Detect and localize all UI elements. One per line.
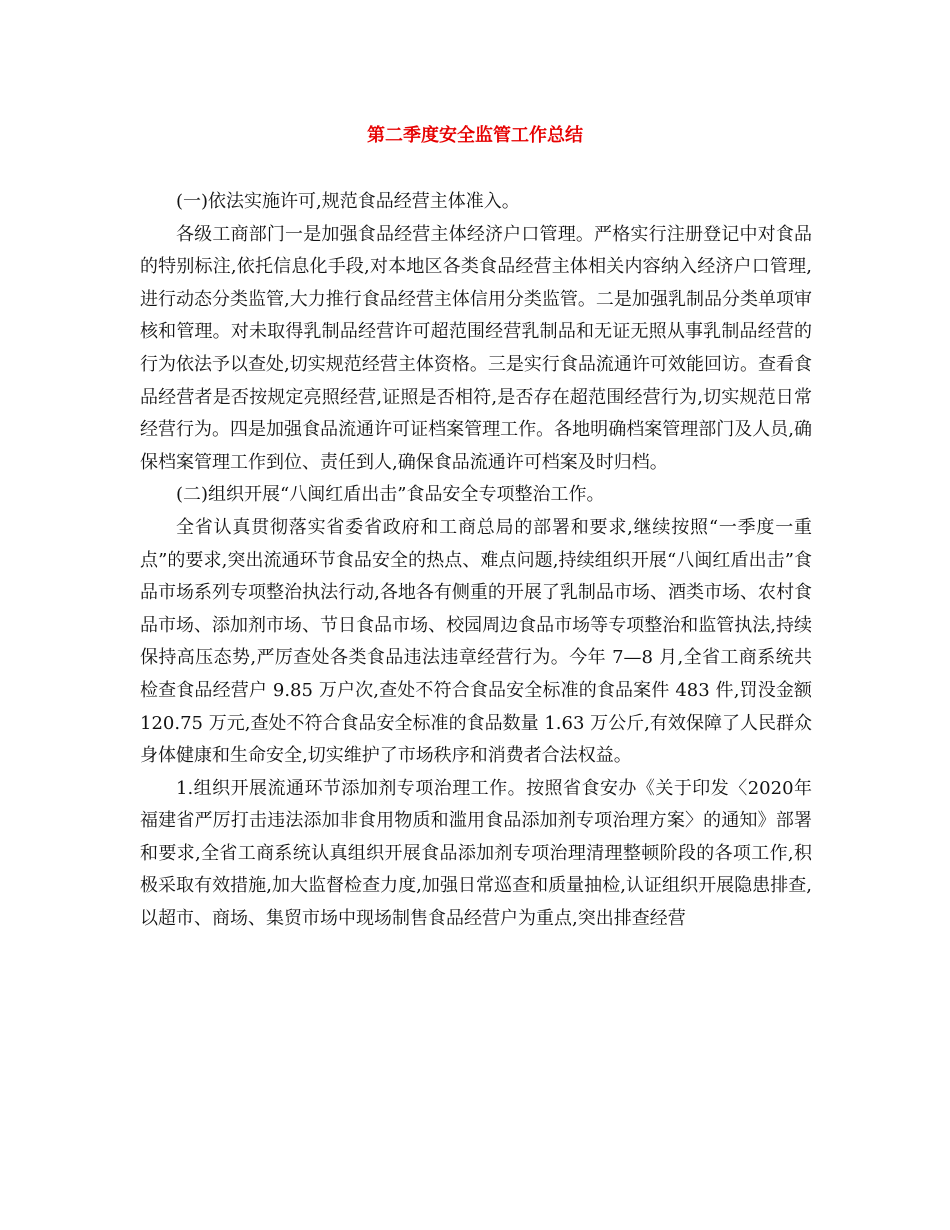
body-paragraph: 全省认真贯彻落实省委省政府和工商总局的部署和要求,继续按照“一季度一重点”的要求,突出流通环节食品安全的热点、难点问题,持续组织开展“八闽红盾出击”食品市场系列专项整治执法行动,各地各有侧重的开展了乳制品市场、酒类市场、农村食品市场、添加剂市场、节日食品市场、校园周边食品市场等专项整治和监管执法,持续保持高压态势,严厉查处各类食品违法违章经营行为。今年 7—8 月,全省工商系统共检查食品经营户 9.85 万户次,查处不符合食品安全标准的食品案件 483 件,罚没金额 120.75 万元,查处不符合食品安全标准的食品数量 1.63 万公斤,有效保障了人民群众身体健康和生命安全,切实维护了市场秩序和消费者合法权益。	[140, 516, 812, 767]
document-body	[140, 186, 812, 936]
section-heading-2: (二)组织开展“八闽红盾出击”食品安全专项整治工作。	[176, 484, 605, 506]
body-paragraph: 1.组织开展流通环节添加剂专项治理工作。按照省食安办《关于印发〈2020年福建省严厉打击违法添加非食用物质和滥用食品添加剂专项治理方案〉的通知》部署和要求,全省工商系统认真组织开展食品添加剂专项治理清理整顿阶段的各项工作,积极采取有效措施,加大监督检查力度,加强日常巡查和质量抽检,认证组织开展隐患排查,以超市、商场、集贸市场中现场制售食品经营户为重点,突出排查经营	[140, 777, 812, 930]
body-paragraph: 各级工商部门一是加强食品经营主体经济户口管理。严格实行注册登记中对食品的特别标注,依托信息化手段,对本地区各类食品经营主体相关内容纳入经济户口管理,进行动态分类监管,大力推行食品经营主体信用分类监管。二是加强乳制品分类单项审核和管理。对未取得乳制品经营许可超范围经营乳制品和无证无照从事乳制品经营的行为依法予以查处,切实规范经营主体资格。三是实行食品流通许可效能回访。查看食品经营者是否按规定亮照经营,证照是否相符,是否存在超范围经营行为,切实规范日常经营行为。四是加强食品流通许可证档案管理工作。各地明确档案管理部门及人员,确保档案管理工作到位、责任到人,确保食品流通许可档案及时归档。	[140, 223, 812, 473]
document-title: 第二季度安全监管工作总结	[367, 125, 583, 146]
section-heading-1: (一)依法实施许可,规范食品经营主体准入。	[176, 191, 520, 212]
